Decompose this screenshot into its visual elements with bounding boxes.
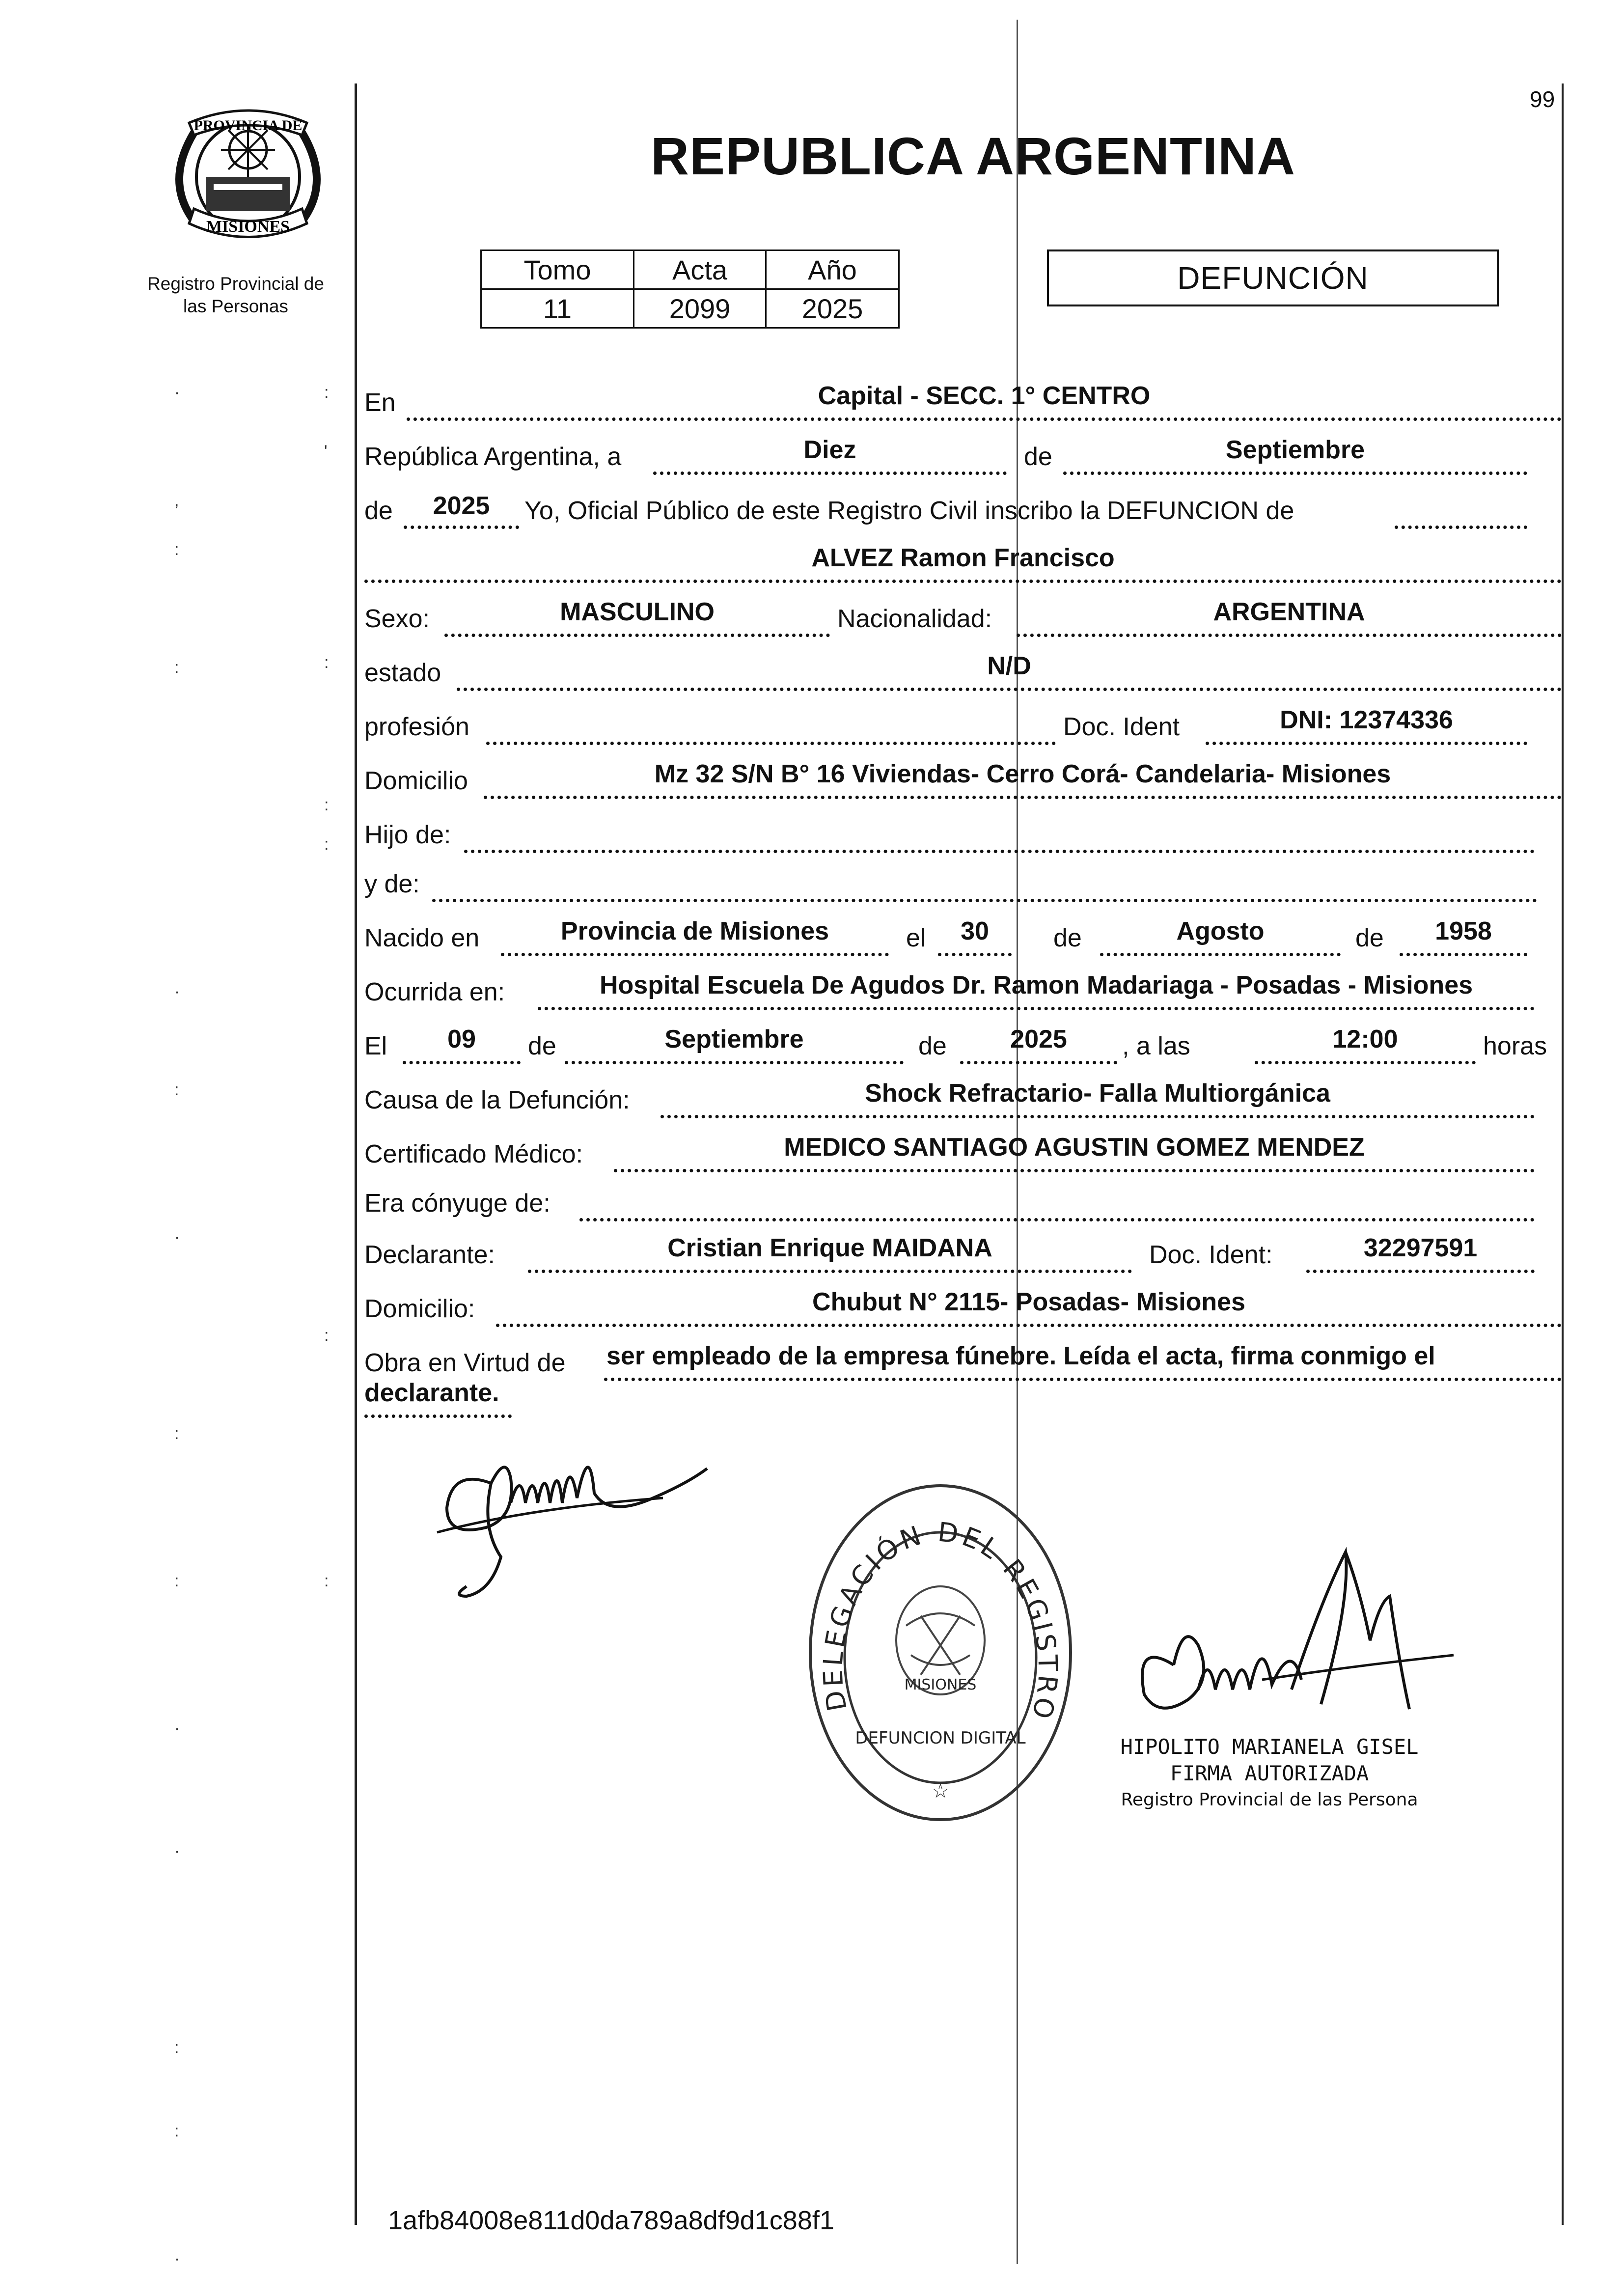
- death-month: Septiembre: [664, 1025, 804, 1053]
- domicilio-value: Mz 32 S/N B° 16 Viviendas- Cerro Corá- Candelaria- Misiones: [654, 760, 1391, 788]
- obra-value-2: declarante.: [364, 1379, 499, 1407]
- sexo-label: Sexo:: [364, 605, 430, 633]
- official-stamp: [791, 1454, 1078, 1827]
- birth-year-line: [1400, 953, 1527, 956]
- declarante-dom-line: [496, 1324, 1562, 1327]
- acta-value: 2099: [634, 289, 766, 328]
- record-type-box: DEFUNCIÓN: [1047, 249, 1499, 306]
- stamp-ring-text: DELEGACIÓN DEL REGISTRO DE LAS PERSONAS: [791, 1454, 1064, 1725]
- year-line: [404, 526, 519, 529]
- provincia-misiones-logo: [160, 103, 336, 255]
- signatory-office: Registro Provincial de las Persona: [1121, 1790, 1418, 1810]
- nacionalidad-value: ARGENTINA: [1213, 598, 1365, 626]
- month-line: [1063, 471, 1527, 475]
- nacionalidad-label: Nacionalidad:: [837, 605, 992, 633]
- document-hash: 1afb84008e811d0da789a8df9d1c88f1: [388, 2206, 834, 2235]
- certificado-label: Certificado Médico:: [364, 1140, 583, 1168]
- birth-month-line: [1100, 953, 1341, 956]
- de-label-4: de: [1355, 924, 1384, 952]
- el-cap-label: El: [364, 1032, 387, 1060]
- nacido-line: [501, 953, 889, 956]
- en-value: Capital - SECC. 1° CENTRO: [818, 382, 1151, 410]
- signatory-role: FIRMA AUTORIZADA: [1170, 1761, 1369, 1785]
- declarante-doc-line: [1306, 1270, 1535, 1273]
- country-title: REPUBLICA ARGENTINA: [651, 126, 1295, 186]
- obra-label: Obra en Virtud de: [364, 1349, 566, 1377]
- stamp-star-icon: ☆: [932, 1780, 949, 1802]
- authorized-signature: [1115, 1542, 1468, 1748]
- declaration-text: Yo, Oficial Público de este Registro Civil inscribo la DEFUNCION de: [524, 497, 1294, 525]
- stamp-inner-text: DEFUNCION DIGITAL: [855, 1728, 1026, 1748]
- profesion-label: profesión: [364, 713, 469, 741]
- declarante-doc-label: Doc. Ident:: [1149, 1241, 1273, 1269]
- right-margin-rule: [1562, 83, 1564, 2225]
- ocurrida-label: Ocurrida en:: [364, 978, 505, 1006]
- declarante-value: Cristian Enrique MAIDANA: [667, 1234, 992, 1262]
- causa-label: Causa de la Defunción:: [364, 1086, 630, 1114]
- ocurrida-line: [538, 1007, 1535, 1010]
- de-label-2: de: [364, 497, 393, 525]
- de-label-1: de: [1024, 443, 1052, 471]
- signatory-block: [1112, 1734, 1427, 1813]
- tomo-header: Tomo: [481, 250, 634, 289]
- nacido-value: Provincia de Misiones: [560, 917, 829, 945]
- declarante-label: Declarante:: [364, 1241, 495, 1269]
- tomo-value: 11: [481, 289, 634, 328]
- de-label-5: de: [528, 1032, 556, 1060]
- rep-label: República Argentina, a: [364, 443, 622, 471]
- month-value: Septiembre: [1225, 436, 1365, 464]
- anio-header: Año: [766, 250, 899, 289]
- doc-value: DNI: 12374336: [1280, 706, 1453, 734]
- conyuge-label: Era cónyuge de:: [364, 1189, 551, 1218]
- obra-value: ser empleado de la empresa fúnebre. Leída el acta, firma conmigo el: [606, 1342, 1435, 1370]
- certificado-value: MEDICO SANTIAGO AGUSTIN GOMEZ MENDEZ: [784, 1133, 1365, 1162]
- page-number: 99: [1530, 86, 1555, 112]
- obra-line: [604, 1378, 1562, 1381]
- death-day-line: [403, 1061, 521, 1064]
- doc-line: [1206, 742, 1527, 745]
- doc-label: Doc. Ident: [1063, 713, 1180, 741]
- stamp-center-text: MISIONES: [904, 1676, 977, 1693]
- death-month-line: [565, 1061, 904, 1064]
- declarante-dom-label: Domicilio:: [364, 1295, 475, 1323]
- registry-label: [133, 273, 339, 318]
- registry-label-line2: las Personas: [183, 296, 288, 316]
- death-year-line: [960, 1061, 1117, 1064]
- day-line: [653, 471, 1007, 475]
- yde-label: y de:: [364, 870, 420, 898]
- signatory-name: HIPOLITO MARIANELA GISEL: [1120, 1735, 1419, 1759]
- birth-year: 1958: [1435, 917, 1492, 945]
- acta-header: Acta: [634, 250, 766, 289]
- anio-value: 2025: [766, 289, 899, 328]
- estado-value: N/D: [987, 652, 1031, 680]
- causa-value: Shock Refractario- Falla Multiorgánica: [865, 1079, 1330, 1108]
- declaration-line: [1395, 526, 1527, 529]
- declarante-dom-value: Chubut N° 2115- Posadas- Misiones: [812, 1288, 1245, 1316]
- declarant-signature: [432, 1410, 737, 1616]
- death-day: 09: [447, 1025, 476, 1053]
- conyuge-line: [579, 1218, 1535, 1221]
- deceased-name: ALVEZ Ramon Francisco: [811, 544, 1115, 572]
- birth-day-line: [938, 953, 1012, 956]
- registry-label-line1: Registro Provincial de: [147, 274, 324, 294]
- birth-day: 30: [961, 917, 989, 945]
- declarante-line: [528, 1270, 1132, 1273]
- en-line: [407, 417, 1562, 421]
- el-label: el: [906, 924, 926, 952]
- estado-label: estado: [364, 659, 441, 687]
- profesion-line: [486, 742, 1056, 745]
- en-label: En: [364, 388, 396, 417]
- year-value: 2025: [433, 492, 490, 520]
- death-time: 12:00: [1332, 1025, 1398, 1053]
- domicilio-label: Domicilio: [364, 767, 468, 795]
- sexo-value: MASCULINO: [560, 598, 715, 626]
- yde-line: [432, 899, 1537, 902]
- death-time-line: [1255, 1061, 1476, 1064]
- nacido-label: Nacido en: [364, 924, 480, 952]
- record-number-table: [480, 249, 900, 329]
- hijo-label: Hijo de:: [364, 821, 451, 849]
- day-value: Diez: [803, 436, 856, 464]
- alas-label: , a las: [1122, 1032, 1190, 1060]
- nacionalidad-line: [1017, 634, 1562, 637]
- causa-line: [661, 1115, 1535, 1118]
- estado-line: [457, 688, 1562, 691]
- logo-text-top: PROVINCIA DE: [193, 117, 303, 134]
- hijo-line: [464, 850, 1535, 853]
- de-label-3: de: [1053, 924, 1082, 952]
- death-year: 2025: [1010, 1025, 1067, 1053]
- name-line: [364, 580, 1562, 583]
- domicilio-line: [484, 796, 1562, 799]
- sexo-line: [444, 634, 830, 637]
- horas-label: horas: [1483, 1032, 1547, 1060]
- logo-text-bottom: MISIONES: [206, 218, 290, 236]
- certificado-line: [614, 1169, 1535, 1172]
- ocurrida-value: Hospital Escuela De Agudos Dr. Ramon Madariaga - Posadas - Misiones: [599, 971, 1473, 999]
- declarante-doc-value: 32297591: [1363, 1234, 1478, 1262]
- birth-month: Agosto: [1176, 917, 1265, 945]
- de-label-6: de: [918, 1032, 947, 1060]
- left-margin-rule: [355, 83, 357, 2225]
